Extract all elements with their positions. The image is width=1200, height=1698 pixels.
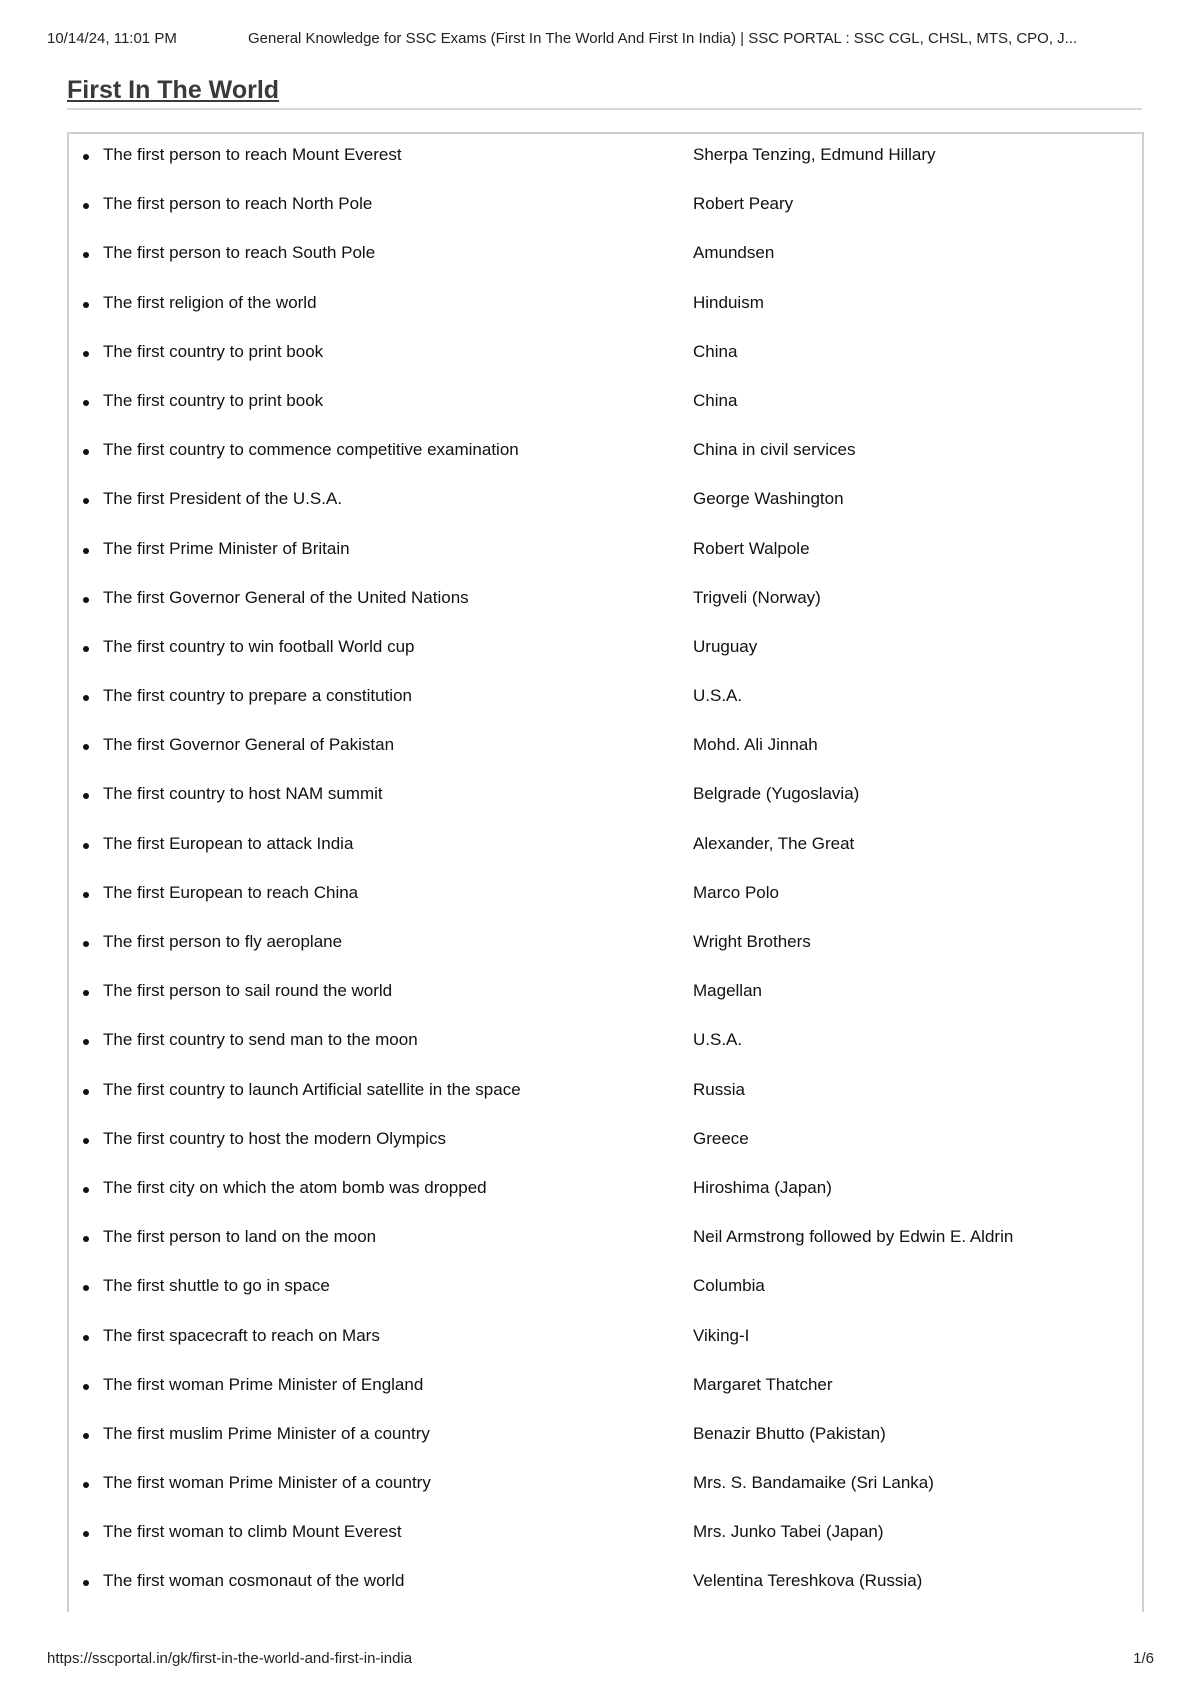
fact-answer: Alexander, The Great (693, 833, 855, 853)
fact-row (69, 630, 1142, 679)
bullet-icon (83, 1580, 89, 1586)
fact-answer: Mrs. Junko Tabei (Japan) (693, 1522, 884, 1542)
fact-row (69, 482, 1142, 531)
bullet-icon (83, 941, 89, 947)
fact-answer: Mrs. S. Bandamaike (Sri Lanka) (693, 1473, 934, 1493)
bullet-icon (83, 892, 89, 898)
fact-question: The first person to land on the moon (103, 1227, 377, 1247)
bullet-icon (83, 1187, 89, 1193)
fact-question: The first country to print book (103, 390, 324, 410)
fact-row (69, 1319, 1142, 1368)
print-header (47, 30, 1160, 54)
bullet-icon (83, 252, 89, 258)
bullet-icon (83, 498, 89, 504)
fact-row (69, 1023, 1142, 1072)
fact-question: The first religion of the world (103, 292, 317, 312)
fact-answer: Robert Walpole (693, 538, 810, 558)
fact-answer: Hiroshima (Japan) (693, 1177, 832, 1197)
fact-row (69, 679, 1142, 728)
bullet-icon (83, 400, 89, 406)
page-number: 1/6 (1133, 1650, 1154, 1667)
fact-row (69, 1269, 1142, 1318)
fact-row (69, 925, 1142, 974)
fact-answer: Mohd. Ali Jinnah (693, 735, 818, 755)
bullet-icon (83, 154, 89, 160)
fact-answer: Robert Peary (693, 194, 794, 214)
fact-question: The first muslim Prime Minister of a country (103, 1423, 430, 1443)
bullet-icon (83, 1335, 89, 1341)
fact-question: The first woman Prime Minister of a country (103, 1473, 431, 1493)
fact-question: The first country to win football World cup (103, 636, 415, 656)
fact-row (69, 384, 1142, 433)
fact-row (69, 777, 1142, 826)
fact-row (69, 335, 1142, 384)
fact-question: The first European to attack India (103, 833, 354, 853)
fact-question: The first country to print book (103, 341, 324, 361)
fact-answer: Marco Polo (693, 882, 779, 902)
fact-row (69, 433, 1142, 482)
fact-row (69, 1368, 1142, 1417)
fact-question: The first country to host the modern Olympics (103, 1128, 446, 1148)
fact-question: The first Governor General of Pakistan (103, 735, 395, 755)
fact-answer: Hinduism (693, 292, 764, 312)
fact-question: The first country to launch Artificial satellite in the space (103, 1079, 521, 1099)
fact-row (69, 286, 1142, 335)
fact-row (69, 138, 1142, 187)
bullet-icon (83, 1433, 89, 1439)
fact-row (69, 1466, 1142, 1515)
bullet-icon (83, 203, 89, 209)
fact-row (69, 974, 1142, 1023)
fact-question: The first country to host NAM summit (103, 784, 383, 804)
fact-answer: Viking-I (693, 1325, 750, 1345)
fact-question: The first woman to climb Mount Everest (103, 1522, 402, 1542)
fact-question: The first person to sail round the world (103, 981, 393, 1001)
fact-question: The first European to reach China (103, 882, 359, 902)
fact-answer: Uruguay (693, 636, 758, 656)
bullet-icon (83, 1482, 89, 1488)
bullet-icon (83, 597, 89, 603)
fact-row (69, 827, 1142, 876)
print-datetime: 10/14/24, 11:01 PM (47, 30, 177, 47)
facts-list (69, 138, 1142, 1614)
fact-answer: China (693, 390, 738, 410)
bullet-icon (83, 744, 89, 750)
bullet-icon (83, 843, 89, 849)
bullet-icon (83, 1531, 89, 1537)
fact-row (69, 1515, 1142, 1564)
fact-answer: Benazir Bhutto (Pakistan) (693, 1423, 886, 1443)
section-title: First In The World (67, 76, 280, 104)
print-document-title: General Knowledge for SSC Exams (First In The World And First In India) | SSC PORTAL : SSC CGL, CHSL, MTS, CPO, J... (248, 30, 1078, 47)
fact-answer: U.S.A. (693, 1030, 743, 1050)
fact-question: The first country to prepare a constitution (103, 686, 412, 706)
fact-question: The first shuttle to go in space (103, 1276, 330, 1296)
fact-question: The first woman Prime Minister of England (103, 1374, 424, 1394)
bullet-icon (83, 695, 89, 701)
bullet-icon (83, 1138, 89, 1144)
fact-answer: Belgrade (Yugoslavia) (693, 784, 860, 804)
fact-answer: Margaret Thatcher (693, 1374, 833, 1394)
fact-question: The first person to reach Mount Everest (103, 145, 402, 164)
facts-table (67, 132, 1144, 1612)
bullet-icon (83, 1089, 89, 1095)
bullet-icon (83, 1285, 89, 1291)
bullet-icon (83, 1039, 89, 1045)
fact-question: The first person to fly aeroplane (103, 932, 343, 951)
title-divider (67, 108, 1142, 110)
fact-question: The first city on which the atom bomb was dropped (103, 1177, 487, 1197)
fact-answer: Sherpa Tenzing, Edmund Hillary (693, 145, 936, 164)
fact-question: The first person to reach South Pole (103, 243, 376, 263)
bullet-icon (83, 548, 89, 554)
fact-answer: Neil Armstrong followed by Edwin E. Aldrin (693, 1227, 1014, 1247)
fact-question: The first Prime Minister of Britain (103, 538, 350, 558)
fact-answer: China (693, 341, 738, 361)
fact-answer: Russia (693, 1079, 745, 1099)
fact-row (69, 581, 1142, 630)
fact-answer: Columbia (693, 1276, 765, 1296)
fact-row (69, 1564, 1142, 1613)
fact-question: The first spacecraft to reach on Mars (103, 1325, 380, 1345)
fact-question: The first President of the U.S.A. (103, 489, 343, 509)
fact-row (69, 236, 1142, 285)
bullet-icon (83, 990, 89, 996)
fact-row (69, 1073, 1142, 1122)
fact-answer: Trigveli (Norway) (693, 587, 821, 607)
fact-row (69, 187, 1142, 236)
bullet-icon (83, 449, 89, 455)
print-url: https://sscportal.in/gk/first-in-the-world-and-first-in-india (47, 1650, 413, 1667)
fact-row (69, 876, 1142, 925)
bullet-icon (83, 302, 89, 308)
bullet-icon (83, 351, 89, 357)
fact-row (69, 1220, 1142, 1269)
fact-answer: George Washington (693, 489, 844, 509)
fact-question: The first woman cosmonaut of the world (103, 1571, 405, 1591)
bullet-icon (83, 1384, 89, 1390)
fact-answer: China in civil services (693, 440, 856, 460)
bullet-icon (83, 1236, 89, 1242)
bullet-icon (83, 793, 89, 799)
fact-answer: Velentina Tereshkova (Russia) (693, 1571, 923, 1591)
bullet-icon (83, 646, 89, 652)
fact-row (69, 1171, 1142, 1220)
fact-answer: Magellan (693, 981, 762, 1001)
fact-row (69, 728, 1142, 777)
fact-question: The first country to send man to the moon (103, 1030, 418, 1050)
fact-row (69, 532, 1142, 581)
fact-answer: Wright Brothers (693, 932, 811, 951)
fact-question: The first Governor General of the United Nations (103, 587, 469, 607)
fact-row (69, 1417, 1142, 1466)
fact-answer: Greece (693, 1128, 749, 1148)
fact-row (69, 1122, 1142, 1171)
fact-question: The first person to reach North Pole (103, 194, 373, 214)
fact-answer: Amundsen (693, 243, 775, 263)
fact-answer: U.S.A. (693, 686, 743, 706)
fact-question: The first country to commence competitive examination (103, 440, 519, 460)
